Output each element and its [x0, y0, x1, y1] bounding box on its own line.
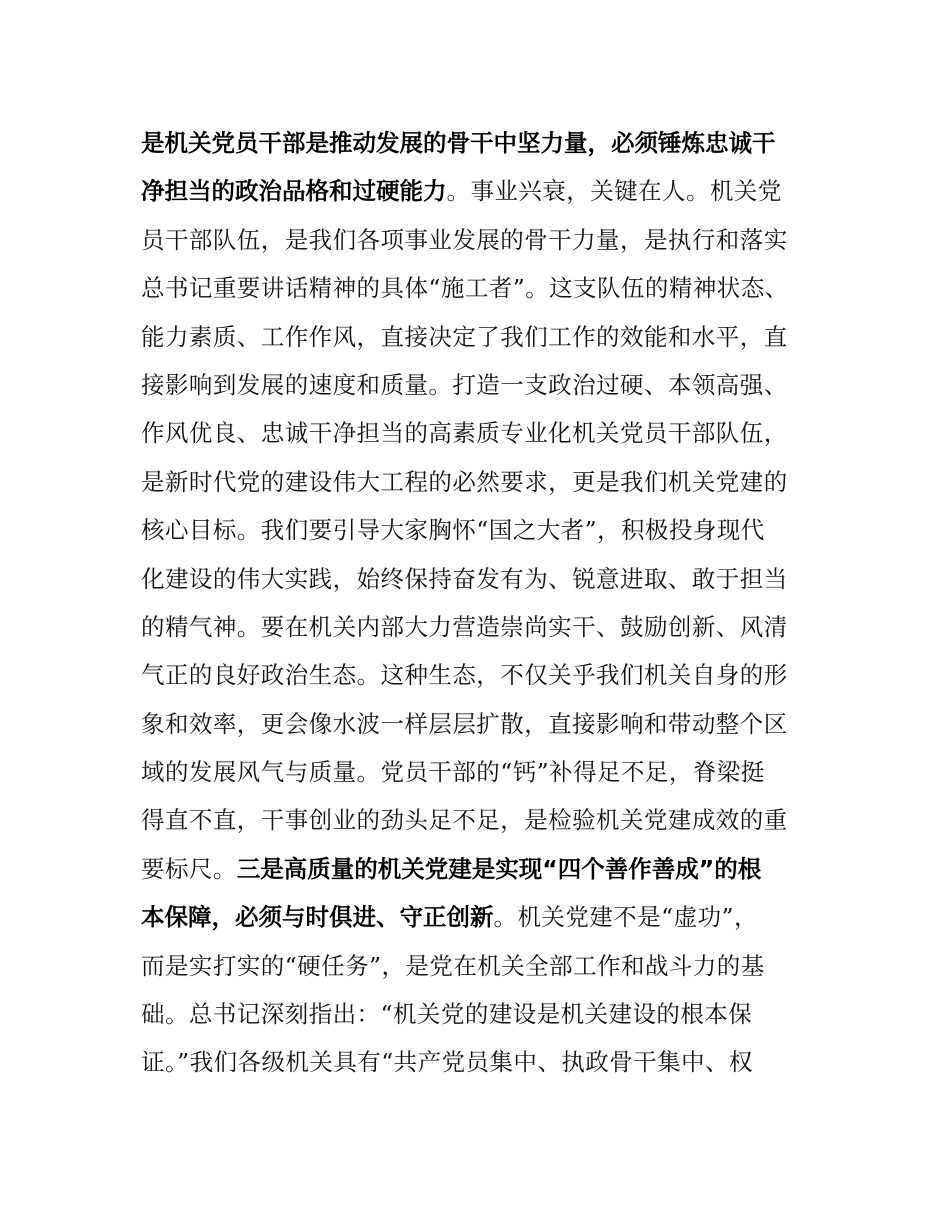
text-line	[141, 458, 821, 506]
text-segment: 象和效率，更会像水波一样层层扩散，直接影响和带动整个区	[141, 709, 788, 738]
text-segment: 作风优良、忠诚干净担当的高素质专业化机关党员干部队伍，	[141, 419, 788, 448]
text-line	[141, 845, 821, 893]
text-segment: 的精气神。要在机关内部大力营造崇尚实干、鼓励创新、风清	[141, 612, 788, 641]
text-segment: 础。总书记深刻指出：“机关党的建设是机关建设的根本保	[141, 1000, 753, 1029]
text-line	[141, 409, 821, 457]
bold-segment: 是机关党员干部是推动发展的骨干中坚力量，必须锤炼忠诚干	[141, 129, 776, 157]
text-segment: 要标尺。	[141, 854, 237, 883]
text-segment: 接影响到发展的速度和质量。打造一支政治过硬、本领高强、	[141, 370, 788, 399]
text-segment: 是新时代党的建设伟大工程的必然要求，更是我们机关党建的	[141, 467, 788, 496]
bold-segment: 三是高质量的机关党建是实现“四个善作善成”的根	[236, 854, 762, 883]
text-line	[141, 796, 821, 844]
text-line	[141, 506, 821, 554]
text-segment: 员干部队伍，是我们各项事业发展的骨干力量，是执行和落实	[141, 225, 788, 254]
text-line	[141, 651, 821, 699]
text-line	[141, 216, 821, 264]
text-segment: 域的发展风气与质量。党员干部的“钙”补得足不足，脊梁挺	[141, 758, 765, 787]
text-line	[141, 893, 821, 941]
text-segment: 证。”我们各级机关具有“共产党员集中、执政骨干集中、权	[141, 1048, 753, 1077]
text-segment: 核心目标。我们要引导大家胸怀“国之大者”，积极投身现代	[141, 516, 765, 545]
body-paragraph	[141, 119, 821, 1087]
text-line	[141, 264, 821, 312]
text-line	[141, 313, 821, 361]
text-line	[141, 555, 821, 603]
text-line	[141, 700, 821, 748]
text-segment: 总书记重要讲话精神的具体“施工者”。这支队伍的精神状态、	[141, 274, 789, 303]
text-line	[141, 603, 821, 651]
text-line	[141, 119, 821, 167]
text-segment: 气正的良好政治生态。这种生态，不仅关乎我们机关自身的形	[141, 661, 788, 690]
text-line	[141, 167, 821, 215]
text-segment: 得直不直，干事创业的劲头足不足，是检验机关党建成效的重	[141, 806, 788, 835]
bold-segment: 本保障，必须与时俱进、守正创新	[141, 903, 494, 932]
text-line	[141, 942, 821, 990]
text-segment: 。事业兴衰，关键在人。机关党	[446, 177, 782, 206]
text-line	[141, 1038, 821, 1086]
text-line	[141, 990, 821, 1038]
text-segment: 。机关党建不是“虚功”，	[493, 903, 758, 932]
text-segment: 能力素质、工作作风，直接决定了我们工作的效能和水平，直	[141, 322, 788, 351]
text-segment: 而是实打实的“硬任务”，是党在机关全部工作和战斗力的基	[141, 951, 765, 980]
text-segment: 化建设的伟大实践，始终保持奋发有为、锐意进取、敢于担当	[141, 564, 788, 593]
text-line	[141, 748, 821, 796]
text-line	[141, 361, 821, 409]
bold-segment: 净担当的政治品格和过硬能力	[141, 177, 447, 206]
